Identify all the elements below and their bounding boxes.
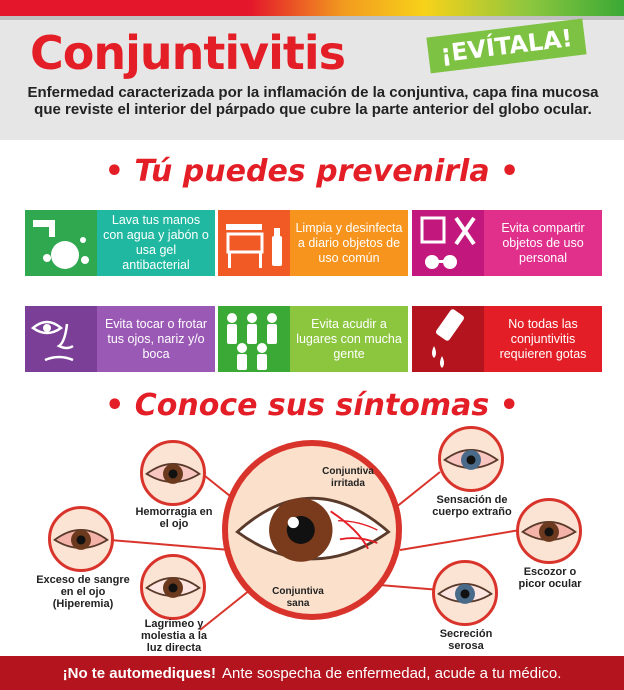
prevent-card-text: Evita compartir objetos de uso personal — [484, 210, 602, 276]
prevent-card-text: Limpia y desinfecta a diario objetos de uso común — [290, 210, 408, 276]
symptom-label: Lagrimeo y molestia a la luz directa — [140, 618, 208, 654]
symptom-eye-tearing — [140, 554, 206, 620]
prevent-card-cleaning — [218, 210, 408, 276]
symptom-eye-itching — [516, 498, 582, 564]
symptom-label: Sensación de cuerpo extraño — [432, 494, 512, 518]
prevent-card-crowd — [218, 306, 408, 372]
personal-items-icon — [412, 210, 484, 276]
cleaning-icon — [218, 210, 290, 276]
label-conjuntiva-sana: Conjuntiva sana — [272, 586, 324, 609]
prevent-card-face — [25, 306, 215, 372]
prevent-card-handwash — [25, 210, 215, 276]
face-icon — [25, 306, 97, 372]
prevent-card-text: Lava tus manos con agua y jabón o usa gel antibacterial — [97, 210, 215, 276]
footer-text: Ante sospecha de enfermedad, acude a tu médico. — [221, 664, 562, 682]
label-conjuntiva-irritada: Conjuntiva irritada — [322, 466, 374, 489]
prevent-card-text: Evita acudir a lugares con mucha gente — [290, 306, 408, 372]
top-color-band — [0, 0, 624, 16]
description: Enfermedad caracterizada por la inflamación de la conjuntiva, capa fina mucosa que reviste el interior del párpado que cubre la parte anterior del globo ocular. — [27, 84, 599, 118]
crowd-icon — [218, 306, 290, 372]
symptoms-section-title: • Conoce sus síntomas • — [105, 388, 519, 423]
eye-drops-icon — [412, 306, 484, 372]
prevent-card-personal-items — [412, 210, 602, 276]
prevent-card-eye-drops — [412, 306, 602, 372]
symptom-eye-foreign-body — [438, 426, 504, 492]
page-title: Conjuntivitis — [30, 26, 346, 80]
symptom-eye-discharge — [432, 560, 498, 626]
title-badge: ¡EVÍTALA! — [426, 19, 586, 74]
symptom-label: Secreción serosa — [439, 628, 493, 652]
prevent-section-title: • Tú puedes prevenirla • — [104, 154, 520, 189]
header — [0, 20, 624, 140]
prevent-card-text: Evita tocar o frotar tus ojos, nariz y/o boca — [97, 306, 215, 372]
symptom-label: Hemorragia en el ojo — [135, 506, 213, 530]
symptom-eye-hyperemia — [48, 506, 114, 572]
prevent-card-text: No todas las conjuntivitis requieren gotas — [484, 306, 602, 372]
handwash-icon — [25, 210, 97, 276]
symptom-label: Escozor o picor ocular — [518, 566, 582, 590]
footer — [0, 656, 624, 690]
symptom-label: Exceso de sangre en el ojo (Hiperemia) — [36, 574, 130, 610]
footer-bold: ¡No te automediques! — [62, 664, 216, 682]
symptom-eye-hemorrhage — [140, 440, 206, 506]
